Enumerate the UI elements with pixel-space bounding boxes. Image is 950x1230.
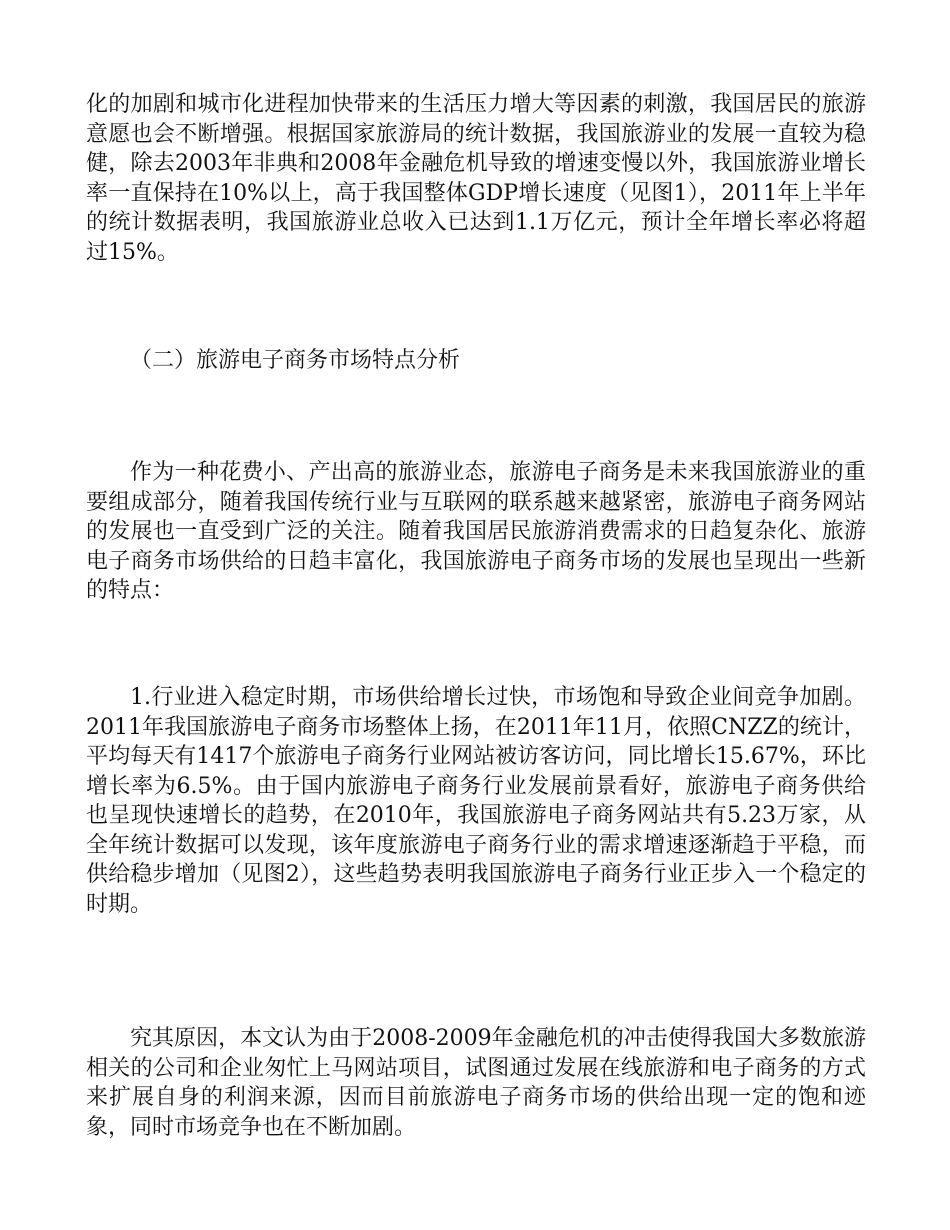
paragraph-ecommerce-overview: 作为一种花费小、产出高的旅游业态，旅游电子商务是未来我国旅游业的重要组成部分，随着我国传统行业与互联网的联系越来越紧密，旅游电子商务网站的发展也一直受到广泛的关注。随着我国居民旅游消费需求的日趋复杂化、旅游电子商务市场供给的日趋丰富化，我国旅游电子商务市场的发展也呈现出一些新的特点： [86, 460, 866, 603]
paragraph-industry-stability: 1.行业进入稳定时期，市场供给增长过快，市场饱和导致企业间竞争加剧。2011年我国旅游电子商务市场整体上扬，在2011年11月，依照CNZZ的统计，平均每天有1417个旅游电子商务行业网站被访客访问，同比增长15.67%，环比增长率为6.5%。由于国内旅游电子商务行业发展前景看好，旅游电子商务供给也呈现快速增长的趋势，在2010年，我国旅游电子商务网站共有5.23万家，从全年统计数据可以发现，该年度旅游电子商务行业的需求增速逐渐趋于平稳，而供给稳步增加（见图2），这些趋势表明我国旅游电子商务行业正步入一个稳定的时期。 [86, 685, 866, 917]
paragraph-causes: 究其原因，本文认为由于2008-2009年金融危机的冲击使得我国大多数旅游相关的公司和企业匆忙上马网站项目，试图通过发展在线旅游和电子商务的方式来扩展自身的利润来源，因而目前旅游电子商务市场的供给出现一定的饱和迹象，同时市场竞争也在不断加剧。 [86, 1026, 866, 1140]
paragraph-growth-intro: 化的加剧和城市化进程加快带来的生活压力增大等因素的刺激，我国居民的旅游意愿也会不断增强。根据国家旅游局的统计数据，我国旅游业的发展一直较为稳健，除去2003年非典和2008年金融危机导致的增速变慢以外，我国旅游业增长率一直保持在10%以上，高于我国整体GDP增长速度（见图1），2011年上半年的统计数据表明，我国旅游业总收入已达到1.1万亿元，预计全年增长率必将超过15%。 [86, 92, 866, 265]
section-heading: （二）旅游电子商务市场特点分析 [130, 348, 461, 373]
